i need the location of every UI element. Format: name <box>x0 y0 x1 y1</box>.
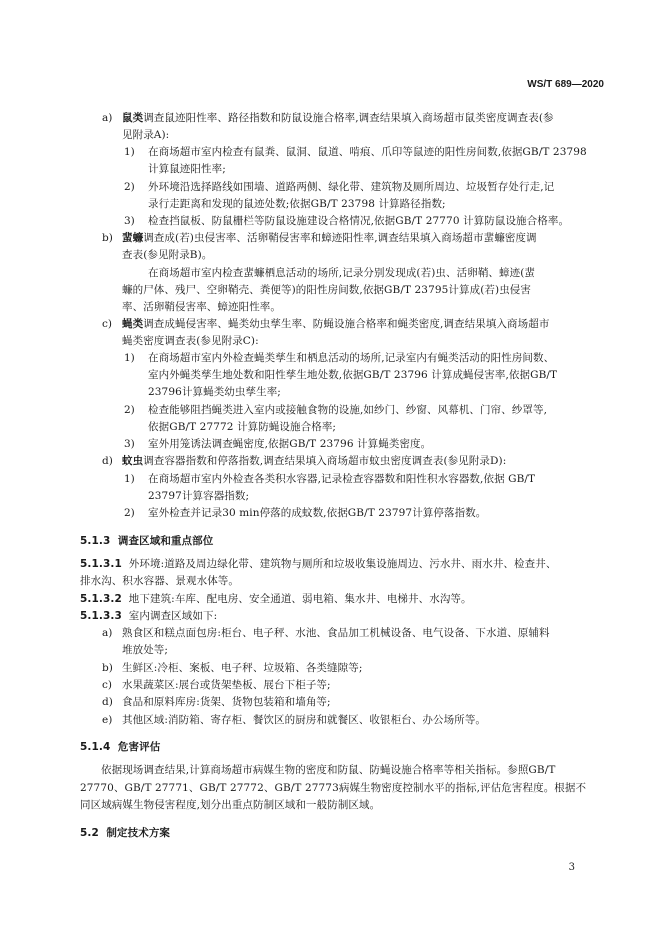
item-b-text: 调查成(若)虫侵害率、活卵鞘侵害率和蟑迹阳性率,调查结果填入商场超市蜚蠊密度调 <box>143 232 537 244</box>
item-c-sub1-line2: 室内外蝇类孳生地处数和阳性孳生地处数,依据GB/T 23796 计算成蝇侵害率,依据GB/T <box>148 369 558 381</box>
clause-5133 <box>80 609 217 623</box>
item-d-marker: d) <box>102 455 113 467</box>
item-c-sub1-line1: 在商场超市室内外检查蝇类孳生和栖息活动的场所,记录室内有蝇类活动的阳性房间数、 <box>148 352 555 364</box>
item-a-sub3-line1: 检查挡鼠板、防鼠栅栏等防鼠设施建设合格情况,依据GB/T 27770 计算防鼠设施合格率。 <box>148 215 570 227</box>
item-c-line2: 蝇类密度调查表(参见附录C): <box>122 335 259 347</box>
area-c-marker: c) <box>102 679 112 691</box>
item-b-line2: 查表(参见附录B)。 <box>122 249 213 261</box>
item-a-text: 调查鼠迹阳性率、路径指数和防鼠设施合格率,调查结果填入商场超市鼠类密度调查表(参 <box>143 112 554 124</box>
section-514-heading <box>80 740 160 754</box>
item-a-sub2-line2: 录行走距离和发现的鼠迹处数;依据GB/T 23798 计算路径指数; <box>148 198 446 210</box>
clause-5132 <box>80 592 472 606</box>
item-c-sub1-line3: 23796计算蝇类幼虫孳生率; <box>148 386 281 398</box>
item-a-marker: a) <box>102 112 113 124</box>
item-b-para3: 率、活卵鞘侵害率、蟑迹阳性率。 <box>122 301 281 313</box>
item-b-para1: 在商场超市室内检查蜚蠊栖息活动的场所,记录分别发现成(若)虫、活卵鞘、蟑迹(蜚 <box>148 267 536 279</box>
item-a-sub3-marker: 3) <box>124 215 135 227</box>
item-a-sub2-marker: 2) <box>124 181 135 193</box>
item-b-marker: b) <box>102 232 113 244</box>
clause-5132-number: 5.1.3.2 <box>80 593 122 605</box>
area-c-line1: 水果蔬菜区:展台或货架垫板、展台下柜子等; <box>122 679 331 691</box>
section-52-number: 5.2 <box>80 827 99 839</box>
item-c-sub3-marker: 3) <box>124 438 135 450</box>
item-a-line1 <box>122 111 554 125</box>
item-b-para2: 蠊的尸体、残尸、空卵鞘壳、粪便等)的阳性房间数,依据GB/T 23795计算成(若)虫侵害 <box>122 284 532 296</box>
item-c-sub3-line1: 室外用笼诱法调查蝇密度,依据GB/T 23796 计算蝇类密度。 <box>148 438 432 450</box>
section-52-heading <box>80 826 170 840</box>
area-d-line1: 食品和原料库房:货架、货物包装箱和墙角等; <box>122 696 331 708</box>
item-a-term: 鼠类 <box>122 112 144 124</box>
section-514-line1: 依据现场调查结果,计算商场超市病媒生物的密度和防鼠、防蝇设施合格率等相关指标。参照GB/T <box>101 764 556 776</box>
area-e-marker: e) <box>102 714 113 726</box>
standard-id: WS/T 689—2020 <box>527 79 604 90</box>
section-513-title: 调查区域和重点部位 <box>117 535 214 547</box>
page-number: 3 <box>568 862 575 873</box>
item-c-marker: c) <box>102 318 112 330</box>
area-a-marker: a) <box>102 627 113 639</box>
clause-5133-number: 5.1.3.3 <box>80 610 122 622</box>
item-c-line1 <box>122 317 549 331</box>
section-514-title: 危害评估 <box>117 741 161 753</box>
clause-5131-text: 外环境:道路及周边绿化带、建筑物与厕所和垃圾收集设施周边、污水井、雨水井、检查井、 <box>128 558 557 570</box>
area-b-line1: 生鲜区:冷柜、案板、电子秤、垃圾箱、各类缝隙等; <box>122 662 363 674</box>
section-513-heading <box>80 534 213 548</box>
item-c-sub2-marker: 2) <box>124 404 135 416</box>
item-c-term: 蝇类 <box>122 318 144 330</box>
item-a-sub1-line1: 在商场超市室内检查有鼠粪、鼠洞、鼠道、啃痕、爪印等鼠迹的阳性房间数,依据GB/T 23798 <box>148 146 587 158</box>
area-d-marker: d) <box>102 696 113 708</box>
item-c-text: 调查成蝇侵害率、蝇类幼虫孳生率、防蝇设施合格率和蝇类密度,调查结果填入商场超市 <box>143 318 550 330</box>
section-513-number: 5.1.3 <box>80 535 111 547</box>
item-a-sub1-marker: 1) <box>124 146 135 158</box>
clause-5132-text: 地下建筑:车库、配电房、安全通道、弱电箱、集水井、电梯井、水沟等。 <box>128 593 472 605</box>
area-e-line1: 其他区域:消防箱、寄存柜、餐饮区的厨房和就餐区、收银柜台、办公场所等。 <box>122 714 487 726</box>
section-514-line3: 同区域病媒生物侵害程度,划分出重点防制区域和一般防制区域。 <box>80 799 381 811</box>
clause-5131-line1 <box>80 557 556 571</box>
item-d-sub1-line2: 23797计算容器指数; <box>148 490 250 502</box>
area-a-line1: 熟食区和糕点面包房:柜台、电子秤、水池、食品加工机械设备、电气设备、下水道、原辅料 <box>122 627 550 639</box>
item-d-sub1-marker: 1) <box>124 473 135 485</box>
item-d-text: 调查容器指数和停落指数,调查结果填入商场超市蚊虫密度调查表(参见附录D): <box>143 455 507 467</box>
item-c-sub2-line1: 检查能够阻挡蝇类进入室内或接触食物的设施,如纱门、纱窗、风幕机、门帘、纱罩等, <box>148 404 548 416</box>
clause-5131-number: 5.1.3.1 <box>80 558 122 570</box>
area-b-marker: b) <box>102 662 113 674</box>
section-52-title: 制定技术方案 <box>106 827 171 839</box>
item-d-sub2-line1: 室外检查并记录30 min停落的成蚊数,依据GB/T 23797计算停落指数。 <box>148 507 487 519</box>
clause-5133-text: 室内调查区域如下: <box>128 610 218 622</box>
area-a-line2: 堆放处等; <box>122 644 169 656</box>
section-514-number: 5.1.4 <box>80 741 111 753</box>
item-c-sub1-marker: 1) <box>124 352 135 364</box>
item-d-term: 蚊虫 <box>122 455 144 467</box>
item-d-line1 <box>122 454 506 468</box>
item-d-sub1-line1: 在商场超市室内外检查各类积水容器,记录检查容器数和阳性积水容器数,依据 GB/T <box>148 473 536 485</box>
item-a-sub2-line1: 外环境沿选择路线如围墙、道路两侧、绿化带、建筑物及厕所周边、垃圾暂存处行走,记 <box>148 181 555 193</box>
item-b-line1 <box>122 231 537 245</box>
clause-5131-line2: 排水沟、积水容器、景观水体等。 <box>80 575 239 587</box>
item-c-sub2-line2: 依据GB/T 27772 计算防蝇设施合格率; <box>148 421 337 433</box>
item-a-sub1-line2: 计算鼠迹阳性率; <box>148 163 226 175</box>
item-d-sub2-marker: 2) <box>124 507 135 519</box>
item-a-line2: 见附录A): <box>122 129 170 141</box>
item-b-term: 蜚蠊 <box>122 232 144 244</box>
section-514-line2: 27770、GB/T 27771、GB/T 27772、GB/T 27773病媒生物密度控制水平的指标,评估危害程度。根据不 <box>80 782 587 794</box>
